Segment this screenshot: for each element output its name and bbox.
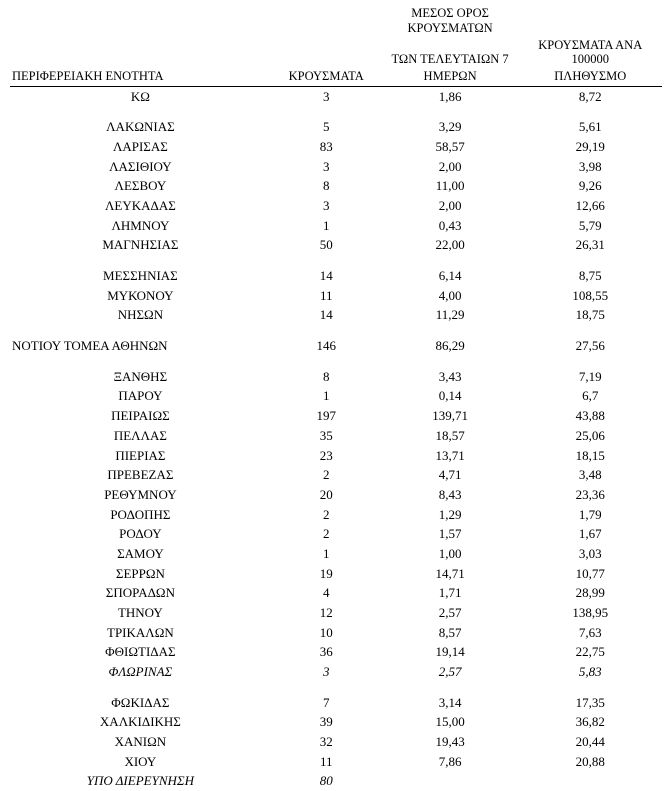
table-row-spacer [10, 255, 662, 266]
cell-per-100000: 8,75 [578, 268, 602, 284]
cell-cases: 4 [322, 585, 330, 601]
cell-average-7days: 0,14 [438, 388, 462, 404]
header-average-line1: ΜΕΣΟΣ ΟΡΟΣ ΚΡΟΥΣΜΑΤΩΝ [407, 6, 493, 35]
cell-region: ΛΑΚΩΝΙΑΣ [106, 119, 175, 135]
table-row [10, 524, 662, 544]
cell-per-100000: 5,83 [578, 663, 602, 679]
header-bottom-row [10, 69, 662, 86]
table-row [10, 386, 662, 406]
cell-per-100000: 23,36 [575, 486, 605, 502]
cell-region: ΜΑΓΝΗΣΙΑΣ [102, 237, 179, 253]
cell-cases: 1 [322, 217, 330, 233]
cell-region: ΦΩΚΙΔΑΣ [111, 694, 170, 710]
table-row [10, 157, 662, 177]
cell-average-7days: 1,71 [438, 585, 462, 601]
table-row [10, 426, 662, 446]
cell-per-100000: 18,15 [575, 447, 605, 463]
table-row [10, 693, 662, 713]
table-row [10, 752, 662, 772]
cell-region: ΧΑΝΙΩΝ [114, 733, 167, 749]
cell-per-100000: 1,67 [578, 526, 602, 542]
cell-per-100000: 29,19 [575, 139, 605, 155]
cell-average-7days: 3,43 [438, 368, 462, 384]
cell-average-7days: 3,14 [438, 694, 462, 710]
cell-cases: 8 [322, 368, 330, 384]
header-cases: ΚΡΟΥΣΜΑΤΑ [271, 69, 382, 86]
cell-per-100000: 20,88 [575, 753, 605, 769]
cell-per-100000: 108,55 [572, 287, 609, 303]
table-row-spacer [10, 356, 662, 367]
cell-average-7days: 2,57 [438, 604, 462, 620]
cell-cases: 8 [322, 178, 330, 194]
cell-cases: 32 [319, 733, 333, 749]
cell-per-100000: 6,7 [582, 388, 599, 404]
cell-region: ΜΥΚΟΝΟΥ [107, 287, 174, 303]
cell-average-7days: 11,29 [435, 307, 465, 323]
cell-per-100000: 3,48 [578, 467, 602, 483]
cell-cases: 14 [319, 307, 333, 323]
cell-per-100000: 12,66 [575, 198, 605, 214]
cell-region: ΡΕΘΥΜΝΟΥ [104, 486, 177, 502]
cell-average-7days: 22,00 [435, 237, 465, 253]
table-row [10, 485, 662, 505]
header-per-population-line1: ΚΡΟΥΣΜΑΤΑ ΑΝΑ 100000 [538, 37, 643, 67]
spacer-cell [10, 255, 662, 266]
cell-cases: 1 [322, 545, 330, 561]
cell-region: ΜΕΣΣΗΝΙΑΣ [103, 268, 178, 284]
cell-average-7days: 14,71 [435, 565, 465, 581]
cell-average-7days: 18,57 [435, 427, 465, 443]
cell-region: ΝΗΣΩΝ [117, 307, 164, 323]
cell-region: ΣΕΡΡΩΝ [115, 565, 165, 581]
cell-average-7days: 58,57 [435, 139, 465, 155]
cell-per-100000: 26,31 [575, 237, 605, 253]
cell-cases: 39 [319, 714, 333, 730]
cell-per-100000: 5,61 [578, 119, 602, 135]
header-spacer-per [519, 6, 662, 38]
cell-average-7days: 0,43 [438, 217, 462, 233]
cell-region: ΤΗΝΟΥ [117, 604, 163, 620]
cell-region: ΧΑΛΚΙΔΙΚΗΣ [99, 714, 181, 730]
cell-region: ΦΛΩΡΙΝΑΣ [108, 663, 173, 679]
cell-cases: 2 [322, 526, 330, 542]
cell-per-100000 [519, 771, 662, 791]
cell-cases: 11 [319, 753, 333, 769]
cell-cases: 20 [319, 486, 333, 502]
table-row [10, 235, 662, 255]
cell-cases: 2 [322, 506, 330, 522]
cell-average-7days: 86,29 [435, 338, 465, 354]
header-spacer-region-2 [10, 38, 271, 70]
table-row [10, 505, 662, 525]
table-row-spacer [10, 106, 662, 117]
table-row [10, 406, 662, 426]
cell-average-7days: 1,57 [438, 526, 462, 542]
cell-region: ΥΠΟ ΔΙΕΡΕΥΝΗΣΗ [86, 773, 194, 789]
cell-region: ΡΟΔΟΠΗΣ [110, 506, 171, 522]
cell-cases: 3 [322, 88, 330, 104]
spacer-cell [10, 325, 662, 336]
cell-average-7days: 4,00 [438, 287, 462, 303]
cell-average-7days: 1,86 [438, 88, 462, 104]
cell-per-100000: 10,77 [575, 565, 605, 581]
table-row [10, 662, 662, 682]
cell-cases: 12 [319, 604, 333, 620]
header-average-line2: ΤΩΝ ΤΕΛΕΥΤΑΙΩΝ 7 [391, 52, 509, 67]
cell-cases: 2 [322, 467, 330, 483]
cell-per-100000: 7,63 [578, 624, 602, 640]
cell-region: ΣΠΟΡΑΔΩΝ [105, 585, 175, 601]
cell-per-100000: 28,99 [575, 585, 605, 601]
cell-per-100000: 1,79 [578, 506, 602, 522]
header-second-row [10, 38, 662, 70]
cell-region: ΠΙΕΡΙΑΣ [115, 447, 166, 463]
table-row [10, 305, 662, 325]
cell-cases: 80 [319, 773, 333, 789]
cell-per-100000: 25,06 [575, 427, 605, 443]
cell-region: ΠΡΕΒΕΖΑΣ [107, 467, 174, 483]
cell-average-7days: 15,00 [435, 714, 465, 730]
cell-per-100000: 3,03 [578, 545, 602, 561]
cell-per-100000: 27,56 [575, 338, 605, 354]
cell-per-100000: 20,44 [575, 733, 605, 749]
cell-region: ΝΟΤΙΟΥ ΤΟΜΕΑ ΑΘΗΝΩΝ [12, 338, 168, 354]
cases-table [10, 6, 662, 791]
table-row [10, 266, 662, 286]
cell-cases: 23 [319, 447, 333, 463]
cell-region: ΣΑΜΟΥ [117, 545, 164, 561]
cell-region: ΠΕΙΡΑΙΩΣ [111, 408, 170, 424]
cell-average-7days: 4,71 [438, 467, 462, 483]
cell-cases: 36 [319, 644, 333, 660]
table-row [10, 446, 662, 466]
cell-average-7days: 6,14 [438, 268, 462, 284]
header-spacer-cases-2 [271, 38, 382, 70]
cell-average-7days: 19,14 [435, 644, 465, 660]
cell-cases: 5 [322, 119, 330, 135]
cell-region: ΡΟΔΟΥ [119, 526, 162, 542]
cell-cases: 3 [322, 198, 330, 214]
table-row [10, 336, 662, 356]
cell-region: ΛΕΣΒΟΥ [114, 178, 167, 194]
table-row-spacer [10, 325, 662, 336]
cell-per-100000: 7,19 [578, 368, 602, 384]
table-row [10, 465, 662, 485]
cell-cases: 35 [319, 427, 333, 443]
cell-average-7days: 11,00 [435, 178, 465, 194]
table-body [10, 86, 662, 791]
cell-average-7days: 2,00 [438, 158, 462, 174]
cell-region: ΚΩ [130, 88, 150, 104]
cell-per-100000: 9,26 [578, 178, 602, 194]
cell-region: ΧΙΟΥ [124, 753, 157, 769]
table-row [10, 176, 662, 196]
table-row [10, 712, 662, 732]
table-row [10, 86, 662, 106]
cell-per-100000: 18,75 [575, 307, 605, 323]
table-row-spacer [10, 682, 662, 693]
table-row [10, 603, 662, 623]
table-header [10, 6, 662, 86]
cell-per-100000: 17,35 [575, 694, 605, 710]
table-row [10, 642, 662, 662]
cell-region: ΤΡΙΚΑΛΩΝ [107, 624, 174, 640]
cell-cases: 10 [319, 624, 333, 640]
table-row [10, 216, 662, 236]
cell-average-7days: 3,29 [438, 119, 462, 135]
cell-per-100000: 22,75 [575, 644, 605, 660]
cell-region: ΛΑΡΙΣΑΣ [112, 139, 168, 155]
cell-cases: 11 [319, 287, 333, 303]
table-row [10, 623, 662, 643]
spacer-cell [10, 356, 662, 367]
cell-average-7days: 1,00 [438, 545, 462, 561]
cell-per-100000: 43,88 [575, 408, 605, 424]
cell-cases: 19 [319, 565, 333, 581]
cell-region: ΛΕΥΚΑΔΑΣ [104, 198, 176, 214]
header-top-row [10, 6, 662, 38]
cell-per-100000: 138,95 [572, 604, 609, 620]
cell-cases: 3 [322, 663, 330, 679]
cell-region: ΛΑΣΙΘΙΟΥ [109, 158, 172, 174]
spacer-cell [10, 106, 662, 117]
table-row [10, 732, 662, 752]
cell-cases: 1 [322, 388, 330, 404]
cell-average-7days: 8,43 [438, 486, 462, 502]
table-row [10, 771, 662, 791]
cell-cases: 83 [319, 139, 333, 155]
table-row [10, 137, 662, 157]
table-row [10, 544, 662, 564]
cell-average-7days: 7,86 [438, 753, 462, 769]
cell-cases: 7 [322, 694, 330, 710]
cell-cases: 3 [322, 158, 330, 174]
cell-region: ΠΑΡΟΥ [118, 388, 163, 404]
cell-average-7days [382, 771, 519, 791]
cell-per-100000: 8,72 [578, 88, 602, 104]
cell-region: ΞΑΝΘΗΣ [113, 368, 168, 384]
table-row [10, 564, 662, 584]
cell-average-7days: 8,57 [438, 624, 462, 640]
table-row [10, 196, 662, 216]
table-row [10, 367, 662, 387]
spacer-cell [10, 682, 662, 693]
header-spacer-region [10, 6, 271, 38]
cell-region: ΦΘΙΩΤΙΔΑΣ [105, 644, 176, 660]
cell-average-7days: 139,71 [432, 408, 468, 424]
table-row [10, 583, 662, 603]
cell-region: ΠΕΛΛΑΣ [113, 427, 167, 443]
cell-average-7days: 2,00 [438, 198, 462, 214]
cell-average-7days: 1,29 [438, 506, 462, 522]
cell-average-7days: 2,57 [438, 663, 462, 679]
cell-region: ΛΗΜΝΟΥ [111, 217, 170, 233]
table-row [10, 117, 662, 137]
cell-per-100000: 3,98 [578, 158, 602, 174]
cell-cases: 50 [319, 237, 333, 253]
header-spacer-cases [271, 6, 382, 38]
header-region: ΠΕΡΙΦΕΡΕΙΑΚΗ ΕΝΟΤΗΤΑ [10, 69, 271, 86]
cell-cases: 14 [319, 268, 333, 284]
cell-per-100000: 36,82 [575, 714, 605, 730]
header-per-population-line2: ΠΛΗΘΥΣΜΟ [519, 69, 662, 86]
cell-cases: 146 [316, 338, 336, 354]
cell-average-7days: 19,43 [435, 733, 465, 749]
header-average-line3: ΗΜΕΡΩΝ [382, 69, 519, 86]
table-row [10, 286, 662, 306]
cell-per-100000: 5,79 [578, 217, 602, 233]
cell-cases: 197 [316, 408, 336, 424]
cell-average-7days: 13,71 [435, 447, 465, 463]
